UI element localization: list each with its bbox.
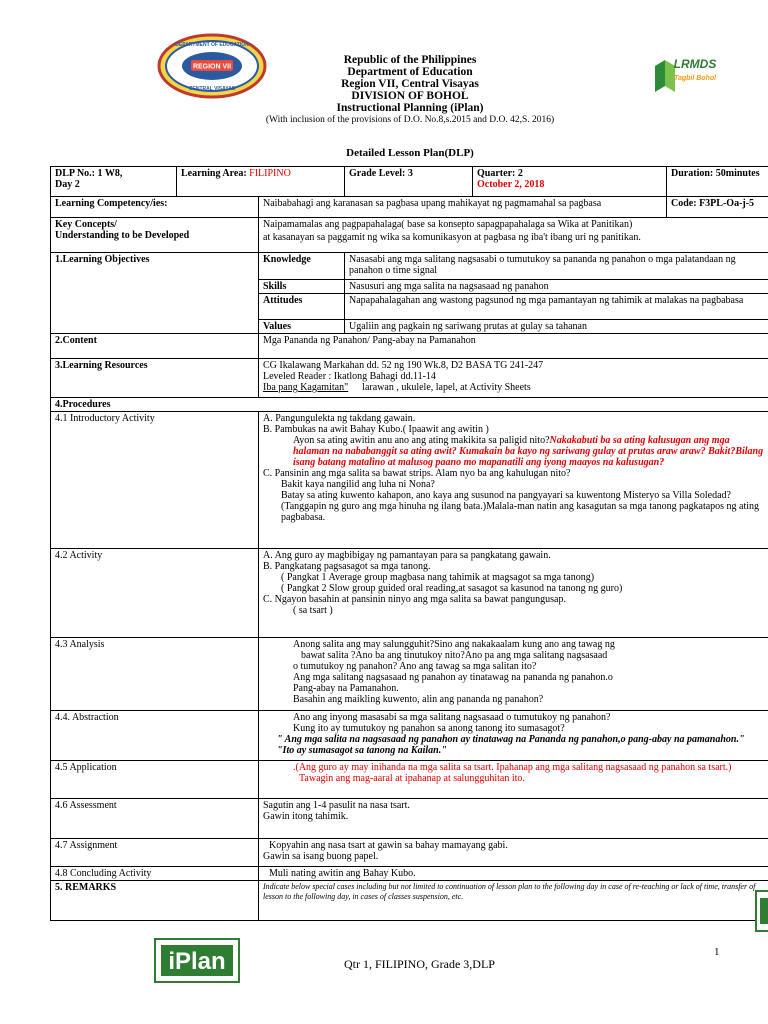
assignment-label: 4.7 Assignment bbox=[51, 839, 259, 867]
concluding-text: Muli nating awitin ang Bahay Kubo. bbox=[259, 867, 768, 881]
seal-top-text: DEPARTMENT OF EDUCATION bbox=[175, 42, 249, 48]
competency-code: Code: F3PL-Oa-j-5 bbox=[667, 197, 768, 218]
remarks-row bbox=[51, 881, 768, 921]
application-text: .(Ang guro ay may inihanda na mga salita sa tsart. Ipahanap ang mga salitang nagsasaad ng panahon sa tsart.) Tawagin ang mag-aaral at ipahanap at salungguhitan ito. bbox=[259, 761, 768, 799]
activity-label: 4.2 Activity bbox=[51, 549, 259, 638]
lesson-date: October 2, 2018 bbox=[477, 179, 545, 190]
key-concepts-row bbox=[51, 218, 768, 253]
footer-text: Qtr 1, FILIPINO, Grade 3,DLP bbox=[344, 957, 495, 971]
assessment-label: 4.6 Assessment bbox=[51, 799, 259, 839]
assignment-row bbox=[51, 839, 768, 867]
activity-row bbox=[51, 549, 768, 638]
abstraction-label: 4.4. Abstraction bbox=[51, 711, 259, 761]
objective-knowledge-row bbox=[51, 253, 768, 280]
resources-text: CG Ikalawang Markahan dd. 52 ng 190 Wk.8, D2 BASA TG 241-247 Leveled Reader : Ikatlong Bahagi dd.11-14 Iba pang Kagamitan" larawan , ukulele, lapel, at Activity Sheets bbox=[259, 359, 768, 398]
attitudes-label: Attitudes bbox=[259, 294, 345, 320]
seal-bottom-text: CENTRAL VISAYAS bbox=[188, 86, 236, 92]
header-deped: Department of Education bbox=[347, 66, 473, 78]
document-header bbox=[220, 54, 600, 126]
iplan-logo-text: iPlan bbox=[168, 948, 226, 975]
grade-level-cell: Grade Level: 3 bbox=[345, 167, 473, 197]
content-label: 2.Content bbox=[51, 334, 259, 359]
analysis-text: Anong salita ang may salungguhit?Sino ang nakakaalam kung ano ang tawag ng bawat salita ?Ano ba ang tinutukoy nito?Ano pa ang mga salitang nagsasaad o tumutukoy ng panahon? Ano ang tawag sa mga salitan ito? Ang mga salitang nagsasaad ng panahon ay tinatawag na pananda ng panahon.o Pang-abay na Pamanahon. Basahin ang maikling kuwento, alin ang pananda ng panahon? bbox=[259, 638, 768, 711]
dlp-number-cell bbox=[51, 167, 177, 197]
header-republic: Republic of the Philippines bbox=[343, 54, 477, 66]
introductory-row bbox=[51, 412, 768, 549]
application-row bbox=[51, 761, 768, 799]
introductory-label: 4.1 Introductory Activity bbox=[51, 412, 259, 549]
concluding-label: 4.8 Concluding Activity bbox=[51, 867, 259, 881]
resources-label: 3.Learning Resources bbox=[51, 359, 259, 398]
assessment-text: Sagutin ang 1-4 pasulit na nasa tsart. Gawin itong tahimik. bbox=[259, 799, 768, 839]
learning-area-value: FILIPINO bbox=[249, 168, 291, 179]
skills-label: Skills bbox=[259, 280, 345, 294]
key-concepts-label: Key Concepts/ Understanding to be Developed bbox=[51, 218, 259, 253]
assignment-text: Kopyahin ang nasa tsart at gawin sa bahay mamayang gabi. Gawin sa isang buong papel. bbox=[259, 839, 768, 867]
activity-text: A. Ang guro ay magbibigay ng pamantayan para sa pangkatang gawain. B. Pangkatang pagsasagot sa mga tanong. ( Pangkat 1 Average group magbasa nang tahimik at magsagot sa mga tanong) ( Pangkat 2 Slow group guided oral reading,at sasagot sa kasunod na tanong ng guro) C. Ngayon basahin at pansinin ninyo ang mga salita sa bawat pangungusap. ( sa tsart ) bbox=[259, 549, 768, 638]
remarks-label: 5. REMARKS bbox=[51, 881, 259, 921]
duration-cell: Duration: 50minutes bbox=[667, 167, 768, 197]
concluding-row bbox=[51, 867, 768, 881]
iplan-logo bbox=[154, 938, 240, 983]
values-text: Ugaliin ang pagkain ng sariwang prutas at gulay sa tahanan bbox=[345, 320, 768, 334]
iplan-logo-partial bbox=[755, 890, 768, 932]
lrmds-subtext: Tagbil Bohol bbox=[673, 75, 717, 82]
abstraction-row bbox=[51, 711, 768, 761]
dlp-day: Day 2 bbox=[55, 179, 80, 190]
assessment-row bbox=[51, 799, 768, 839]
lrmds-text: LRMDS bbox=[673, 57, 717, 71]
dlp-number: DLP No.: 1 W8, bbox=[55, 168, 123, 179]
attitudes-text: Napapahalagahan ang wastong pagsunod ng mga pamantayan ng tahimik at malakas na pagbabasa bbox=[345, 294, 768, 320]
analysis-row bbox=[51, 638, 768, 711]
competency-text: Naibabahagi ang karanasan sa pagbasa upang mahikayat ng pagmamahal sa pagbasa bbox=[259, 197, 667, 218]
info-row bbox=[51, 167, 768, 197]
quarter: Quarter: 2 bbox=[477, 168, 523, 179]
knowledge-label: Knowledge bbox=[259, 253, 345, 280]
objectives-label: 1.Learning Objectives bbox=[51, 253, 259, 334]
application-label: 4.5 Application bbox=[51, 761, 259, 799]
lesson-plan-table bbox=[50, 166, 768, 921]
resources-row bbox=[51, 359, 768, 398]
abstraction-text: Ano ang inyong masasabi sa mga salitang nagsasaad o tumutukoy ng panahon? Kung ito ay tumutukoy ng panahon sa anong tanong ito sumasagot? " Ang mga salita na nagsasaad ng panahon ay tinatawag na Pananda ng panahon,o pang-abay na pamanahon." "Ito ay sumasagot sa tanong na Kailan." bbox=[259, 711, 768, 761]
document-title: Detailed Lesson Plan(DLP) bbox=[346, 147, 474, 159]
remarks-text: Indicate below special cases including but not limited to continuation of lesson plan to the following day in case of re-teaching or lack of time, transfer of lesson to the following day, in cases of classes suspension, etc. bbox=[259, 881, 768, 921]
procedures-label: 4.Procedures bbox=[51, 398, 768, 412]
knowledge-text: Nasasabi ang mga salitang nagsasabi o tumutukoy sa pananda ng panahon o mga palatandaan ng panahon o time signal bbox=[345, 253, 768, 280]
learning-area-cell bbox=[177, 167, 345, 197]
key-concepts-text: Naipamamalas ang pagpapahalaga( base sa konsepto sapagpapahalaga sa Wika at Panitikan) at kasanayan sa paggamit ng wika sa komunikasyon at pagbasa ng iba't ibang uri ng panitikan. bbox=[259, 218, 768, 253]
competency-label: Learning Competency/ies: bbox=[51, 197, 259, 218]
quarter-cell bbox=[473, 167, 667, 197]
seal-region-text: REGION VII bbox=[192, 63, 232, 71]
lrmds-logo bbox=[651, 48, 721, 104]
content-row bbox=[51, 334, 768, 359]
page-number: 1 bbox=[714, 946, 720, 958]
header-iplan: Instructional Planning (iPlan) bbox=[336, 102, 484, 114]
values-label: Values bbox=[259, 320, 345, 334]
content-text: Mga Pananda ng Panahon/ Pang-abay na Pamanahon bbox=[259, 334, 768, 359]
introductory-text: A. Pangungulekta ng takdang gawain. B. Pambukas na awit Bahay Kubo.( Ipaawit ang awitin ) Ayon sa ating awitin anu ano ang ating makikita sa paligid nito?Nakakabuti ba sa ating kalusugan ang mga halaman na nababanggit sa ating awit? Kumakain ba kayo ng sariwang gulay at prutas araw araw? Bakit?Bilang isang batang matalino at malusog paano mo mapanatili ang iyong maayos na kalusugan? C. Pansinin ang mga salita sa bawat strips. Alam nyo ba ang kahulugan nito? Bakit kaya nangilid ang luha ni Nona? Batay sa ating kuwento kahapon, ano kaya ang susunod na pangyayari sa kuwentong Misteryo sa Villa Soledad?(Tanggapin ng guro ang mga hinuha ng ilang bata.)Malala-man natin ang kasagutan sa mga tanong pagkatapos ng ating pagbabasa. bbox=[259, 412, 768, 549]
analysis-label: 4.3 Analysis bbox=[51, 638, 259, 711]
header-region: Region VII, Central Visayas bbox=[341, 78, 479, 90]
skills-text: Nasusuri ang mga salita na nagsasaad ng panahon bbox=[345, 280, 768, 294]
competency-row bbox=[51, 197, 768, 218]
procedures-header-row bbox=[51, 398, 768, 412]
learning-area-label: Learning Area: bbox=[181, 168, 247, 179]
header-provisions: (With inclusion of the provisions of D.O. No.8,s.2015 and D.O. 42,S. 2016) bbox=[265, 115, 555, 125]
header-division: DIVISION OF BOHOL bbox=[351, 90, 469, 102]
